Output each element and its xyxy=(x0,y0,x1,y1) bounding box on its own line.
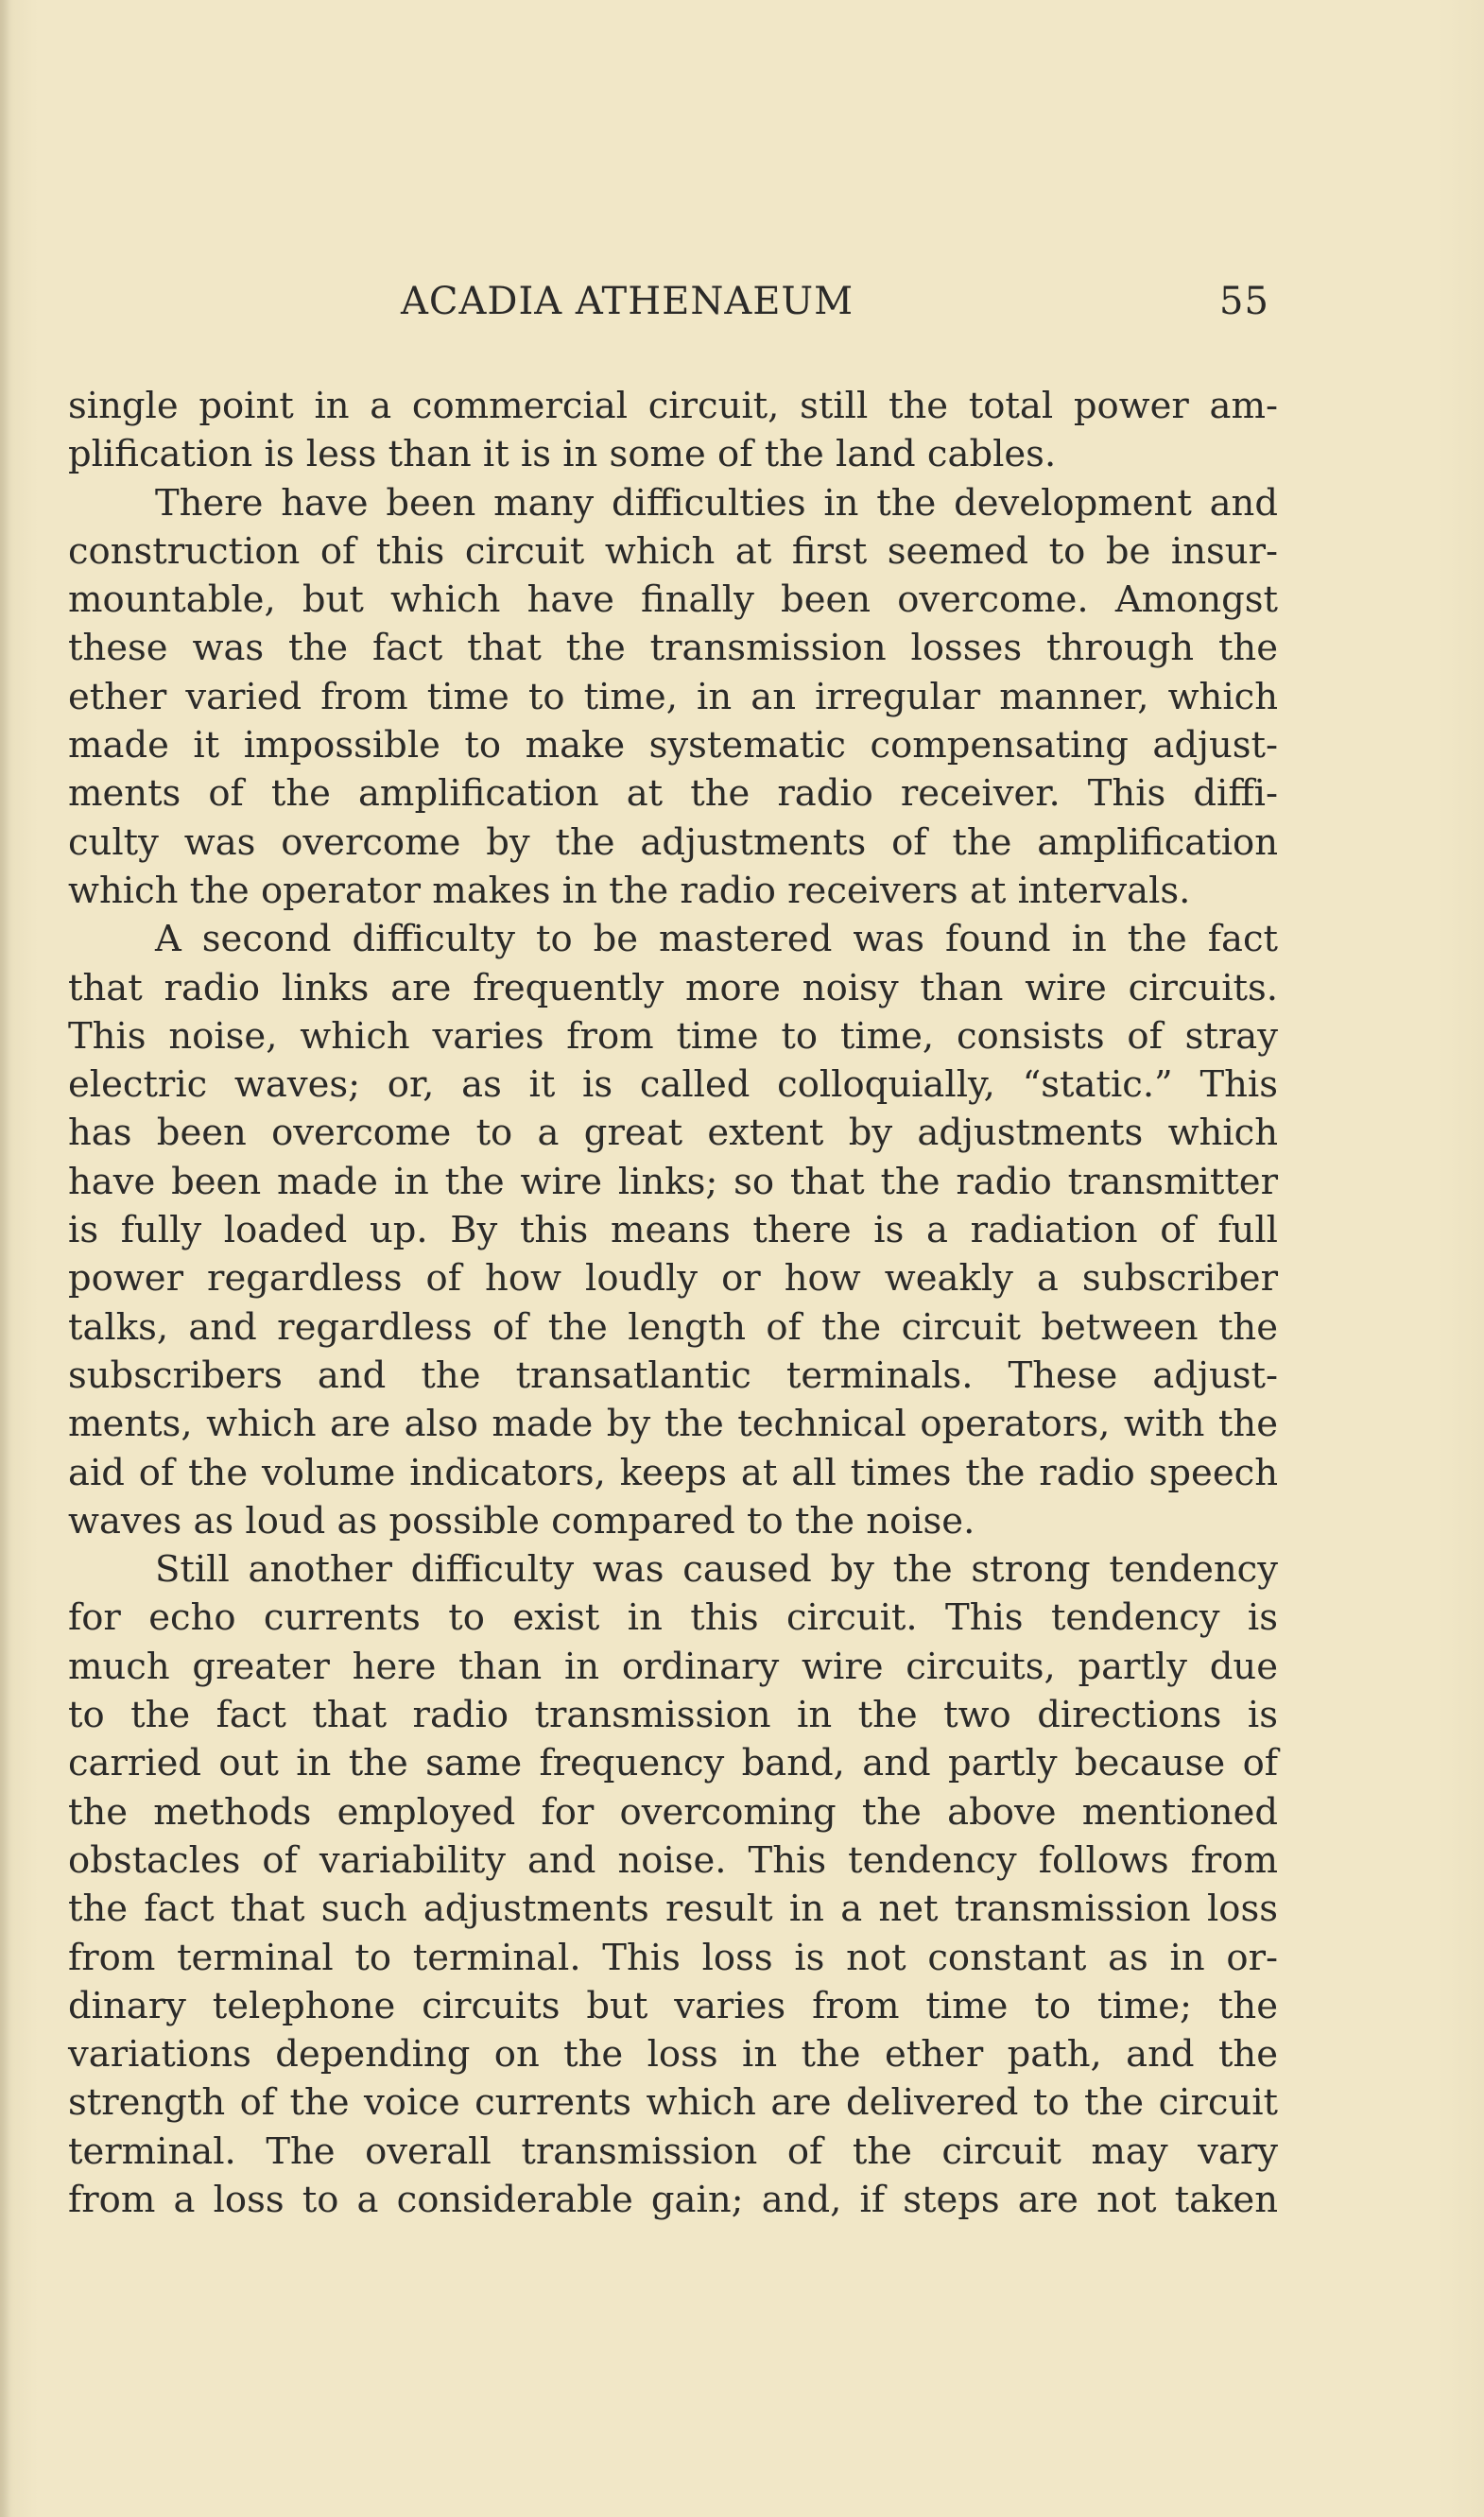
text-line: culty was overcome by the adjustments of the amplification xyxy=(68,820,1278,864)
text-line: to the fact that radio transmission in the two directions is xyxy=(68,1694,1278,1737)
text-line: electric waves; or, as it is called colloquially, “static.” This xyxy=(68,1063,1278,1107)
text-line: mountable, but which have finally been overcome. Amongst xyxy=(68,578,1278,622)
text-line: from terminal to terminal. This loss is not constant as in or- xyxy=(68,1936,1278,1979)
text-line: Still another difficulty was caused by the strong tendency xyxy=(155,1548,1278,1592)
text-line: terminal. The overall transmission of the circuit may vary xyxy=(68,2129,1278,2173)
text-line: strength of the voice currents which are delivered to the circuit xyxy=(68,2081,1278,2125)
text-line: these was the fact that the transmission losses through the xyxy=(68,627,1278,670)
text-line: which the operator makes in the radio receivers at intervals. xyxy=(68,869,1191,912)
text-line: This noise, which varies from time to time, consists of stray xyxy=(68,1014,1278,1058)
text-line: is fully loaded up. By this means there is a radiation of full xyxy=(68,1209,1278,1252)
text-line: for echo currents to exist in this circuit. This tendency is xyxy=(68,1596,1278,1640)
text-line: variations depending on the loss in the ether path, and the xyxy=(68,2033,1278,2077)
text-line: carried out in the same frequency band, and partly because of xyxy=(68,1742,1278,1785)
text-line: single point in a commercial circuit, still the total power am- xyxy=(68,385,1278,427)
spine-shadow xyxy=(0,0,9,2517)
text-line: aid of the volume indicators, keeps at all times the radio speech xyxy=(68,1451,1278,1494)
text-line: A second difficulty to be mastered was found in the fact xyxy=(155,918,1278,961)
page-header xyxy=(0,280,1484,336)
text-line: the methods employed for overcoming the above mentioned xyxy=(68,1790,1278,1834)
text-line: much greater here than in ordinary wire circuits, partly due xyxy=(68,1645,1278,1688)
running-title: ACADIA ATHENAEUM xyxy=(401,280,854,323)
text-line: dinary telephone circuits but varies from time to time; the xyxy=(68,1984,1278,2027)
text-line: that radio links are frequently more noisy than wire circuits. xyxy=(68,966,1278,1009)
text-line: made it impossible to make systematic compensating adjust- xyxy=(68,724,1278,767)
text-line: construction of this circuit which at first seemed to be insur- xyxy=(68,529,1278,573)
text-line: talks, and regardless of the length of the circuit between the xyxy=(68,1305,1278,1349)
text-line: waves as loud as possible compared to the noise. xyxy=(68,1499,975,1543)
text-line: subscribers and the transatlantic terminals. These adjust- xyxy=(68,1353,1278,1397)
body-text xyxy=(68,382,1278,2224)
text-line: There have been many difficulties in the development and xyxy=(155,481,1278,525)
text-line: has been overcome to a great extent by adjustments which xyxy=(68,1112,1278,1155)
text-line: the fact that such adjustments result in a net transmission loss xyxy=(68,1888,1278,1931)
text-line: plification is less than it is in some of the land cables. xyxy=(68,433,1057,476)
text-line: have been made in the wire links; so that the radio transmitter xyxy=(68,1160,1278,1203)
text-line: from a loss to a considerable gain; and, if steps are not taken xyxy=(68,2178,1278,2221)
text-line: ether varied from time to time, in an irregular manner, which xyxy=(68,675,1278,718)
text-line: power regardless of how loudly or how weakly a subscriber xyxy=(68,1257,1278,1301)
text-line: obstacles of variability and noise. This tendency follows from xyxy=(68,1838,1278,1882)
text-line: ments of the amplification at the radio receiver. This diffi- xyxy=(68,772,1278,816)
page-number: 55 xyxy=(1219,280,1269,323)
text-line: ments, which are also made by the technical operators, with the xyxy=(68,1403,1278,1446)
